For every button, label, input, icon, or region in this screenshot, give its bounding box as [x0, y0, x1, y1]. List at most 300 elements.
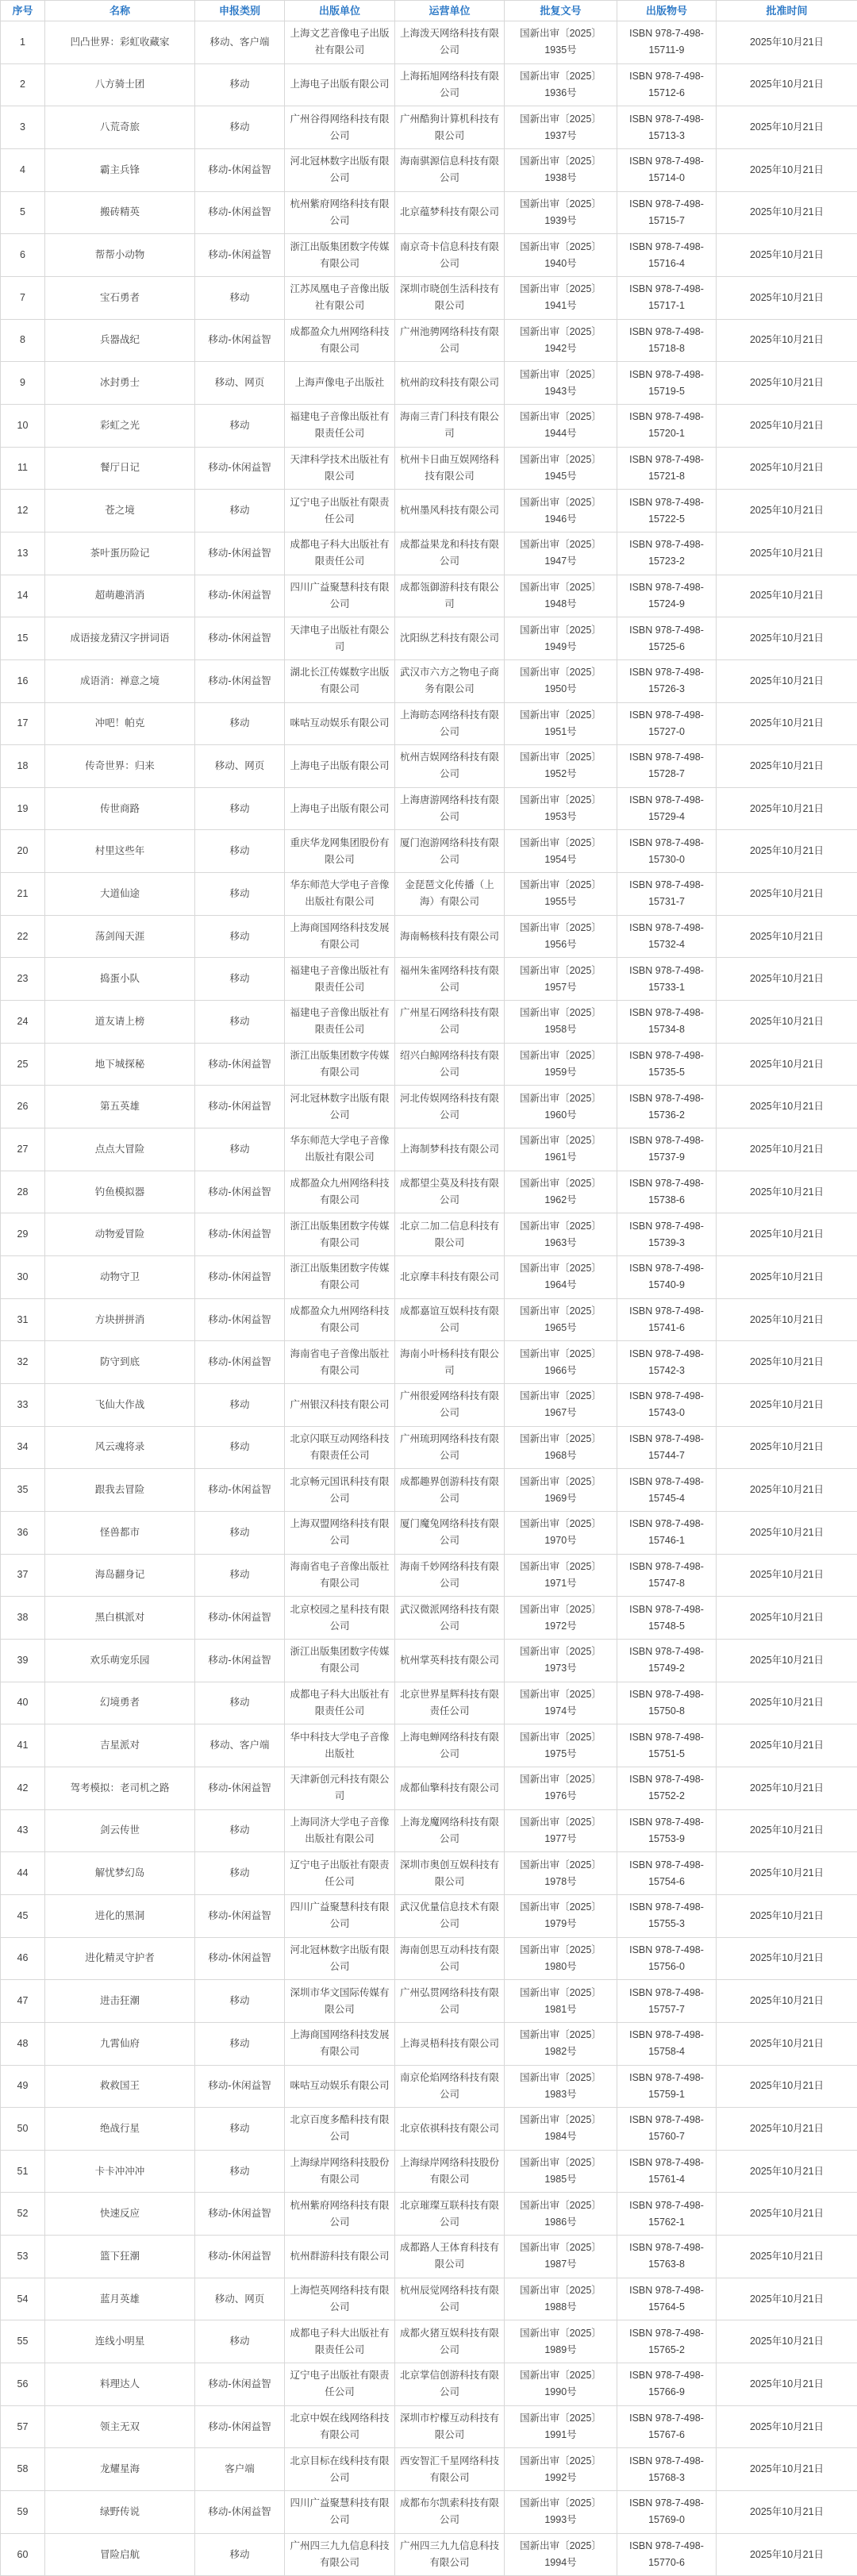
- table-row: [1, 2236, 857, 2278]
- cell-isbn: ISBN 978-7-498-15725-6: [617, 617, 717, 660]
- cell-isbn: ISBN 978-7-498-15718-8: [617, 319, 717, 362]
- cell-category: 移动-休闲益智: [195, 2065, 285, 2108]
- cell-index: 40: [1, 1682, 45, 1724]
- cell-isbn: ISBN 978-7-498-15768-3: [617, 2448, 717, 2491]
- cell-isbn: ISBN 978-7-498-15754-6: [617, 1852, 717, 1895]
- cell-isbn: ISBN 978-7-498-15714-0: [617, 148, 717, 191]
- cell-name: 龙耀星海: [45, 2448, 195, 2491]
- cell-approval-date: 2025年10月21日: [717, 1384, 857, 1427]
- cell-category: 移动: [195, 1384, 285, 1427]
- cell-category: 移动-休闲益智: [195, 1043, 285, 1086]
- cell-name: 第五英雄: [45, 1086, 195, 1128]
- cell-approval-date: 2025年10月21日: [717, 1086, 857, 1128]
- cell-approval-no: 国新出审〔2025〕1988号: [505, 2278, 617, 2320]
- cell-index: 41: [1, 1724, 45, 1767]
- cell-category: 移动-休闲益智: [195, 1639, 285, 1682]
- cell-index: 12: [1, 490, 45, 533]
- cell-isbn: ISBN 978-7-498-15727-0: [617, 702, 717, 745]
- cell-publisher: 成都电子科大出版社有限责任公司: [285, 532, 395, 575]
- cell-operator: 成都路人王体育科技有限公司: [395, 2236, 505, 2278]
- cell-approval-no: 国新出审〔2025〕1980号: [505, 1937, 617, 1980]
- cell-index: 7: [1, 276, 45, 319]
- cell-approval-no: 国新出审〔2025〕1972号: [505, 1597, 617, 1640]
- cell-approval-no: 国新出审〔2025〕1986号: [505, 2193, 617, 2236]
- cell-name: 冒险启航: [45, 2533, 195, 2576]
- table-row: [1, 787, 857, 830]
- table-row: [1, 191, 857, 234]
- table-row: [1, 2448, 857, 2491]
- cell-isbn: ISBN 978-7-498-15712-6: [617, 63, 717, 106]
- cell-category: 移动-休闲益智: [195, 1341, 285, 1384]
- cell-isbn: ISBN 978-7-498-15721-8: [617, 447, 717, 490]
- cell-approval-no: 国新出审〔2025〕1946号: [505, 490, 617, 533]
- cell-approval-date: 2025年10月21日: [717, 787, 857, 830]
- cell-category: 移动、网页: [195, 362, 285, 405]
- column-header-category: 申报类别: [195, 1, 285, 21]
- cell-category: 移动-休闲益智: [195, 319, 285, 362]
- cell-category: 移动: [195, 873, 285, 916]
- table-row: [1, 1937, 857, 1980]
- cell-index: 38: [1, 1597, 45, 1640]
- cell-index: 49: [1, 2065, 45, 2108]
- cell-isbn: ISBN 978-7-498-15724-9: [617, 575, 717, 617]
- cell-name: 搬砖精英: [45, 191, 195, 234]
- cell-isbn: ISBN 978-7-498-15734-8: [617, 1001, 717, 1044]
- cell-index: 18: [1, 745, 45, 788]
- cell-approval-date: 2025年10月21日: [717, 234, 857, 277]
- cell-approval-no: 国新出审〔2025〕1941号: [505, 276, 617, 319]
- cell-operator: 深圳市奥创互娱科技有限公司: [395, 1852, 505, 1895]
- table-row: [1, 830, 857, 873]
- cell-index: 36: [1, 1511, 45, 1554]
- cell-approval-date: 2025年10月21日: [717, 659, 857, 702]
- cell-operator: 海南骐源信息科技有限公司: [395, 148, 505, 191]
- cell-index: 58: [1, 2448, 45, 2491]
- cell-approval-date: 2025年10月21日: [717, 404, 857, 447]
- cell-index: 59: [1, 2491, 45, 2534]
- cell-approval-date: 2025年10月21日: [717, 148, 857, 191]
- cell-approval-no: 国新出审〔2025〕1944号: [505, 404, 617, 447]
- cell-isbn: ISBN 978-7-498-15748-5: [617, 1597, 717, 1640]
- cell-category: 移动-休闲益智: [195, 2405, 285, 2448]
- cell-isbn: ISBN 978-7-498-15743-0: [617, 1384, 717, 1427]
- table-row: [1, 2193, 857, 2236]
- cell-isbn: ISBN 978-7-498-15735-5: [617, 1043, 717, 1086]
- table-row: [1, 1980, 857, 2023]
- cell-index: 35: [1, 1469, 45, 1512]
- table-row: [1, 1256, 857, 1299]
- cell-category: 移动、网页: [195, 2278, 285, 2320]
- cell-category: 移动-休闲益智: [195, 532, 285, 575]
- cell-name: 八方骑士团: [45, 63, 195, 106]
- cell-name: 风云魂将录: [45, 1426, 195, 1469]
- cell-approval-date: 2025年10月21日: [717, 362, 857, 405]
- table-row: [1, 1809, 857, 1852]
- cell-name: 动物爱冒险: [45, 1213, 195, 1256]
- cell-category: 移动: [195, 1554, 285, 1597]
- cell-name: 领主无双: [45, 2405, 195, 2448]
- cell-index: 14: [1, 575, 45, 617]
- column-header-name: 名称: [45, 1, 195, 21]
- cell-approval-no: 国新出审〔2025〕1984号: [505, 2108, 617, 2151]
- cell-approval-no: 国新出审〔2025〕1966号: [505, 1341, 617, 1384]
- cell-approval-date: 2025年10月21日: [717, 532, 857, 575]
- cell-index: 53: [1, 2236, 45, 2278]
- cell-approval-date: 2025年10月21日: [717, 702, 857, 745]
- cell-approval-date: 2025年10月21日: [717, 1256, 857, 1299]
- cell-category: 移动-休闲益智: [195, 1256, 285, 1299]
- cell-name: 霸主兵锋: [45, 148, 195, 191]
- table-row: [1, 362, 857, 405]
- cell-operator: 广州池骋网络科技有限公司: [395, 319, 505, 362]
- cell-approval-no: 国新出审〔2025〕1968号: [505, 1426, 617, 1469]
- table-row: [1, 1597, 857, 1640]
- cell-name: 快速反应: [45, 2193, 195, 2236]
- cell-approval-date: 2025年10月21日: [717, 2533, 857, 2576]
- cell-publisher: 上海声像电子出版社: [285, 362, 395, 405]
- cell-isbn: ISBN 978-7-498-15732-4: [617, 915, 717, 958]
- cell-category: 移动: [195, 63, 285, 106]
- cell-operator: 海南小叶杨科技有限公司: [395, 1341, 505, 1384]
- cell-approval-date: 2025年10月21日: [717, 2065, 857, 2108]
- cell-category: 移动、客户端: [195, 1724, 285, 1767]
- cell-approval-no: 国新出审〔2025〕1936号: [505, 63, 617, 106]
- cell-approval-no: 国新出审〔2025〕1953号: [505, 787, 617, 830]
- cell-isbn: ISBN 978-7-498-15757-7: [617, 1980, 717, 2023]
- cell-operator: 杭州墨风科技有限公司: [395, 490, 505, 533]
- cell-approval-date: 2025年10月21日: [717, 1682, 857, 1724]
- cell-publisher: 成都盈众九州网络科技有限公司: [285, 319, 395, 362]
- cell-operator: 绍兴白鲸网络科技有限公司: [395, 1043, 505, 1086]
- cell-operator: 深圳市晓创生活科技有限公司: [395, 276, 505, 319]
- cell-name: 成语消：禅意之境: [45, 659, 195, 702]
- table-row: [1, 958, 857, 1001]
- cell-approval-no: 国新出审〔2025〕1952号: [505, 745, 617, 788]
- cell-publisher: 海南省电子音像出版社有限公司: [285, 1554, 395, 1597]
- cell-approval-no: 国新出审〔2025〕1987号: [505, 2236, 617, 2278]
- cell-index: 29: [1, 1213, 45, 1256]
- cell-name: 超萌趣消消: [45, 575, 195, 617]
- cell-publisher: 北京闪联互动网络科技有限责任公司: [285, 1426, 395, 1469]
- table-row: [1, 659, 857, 702]
- cell-name: 进化的黑洞: [45, 1894, 195, 1937]
- cell-category: 移动-休闲益智: [195, 447, 285, 490]
- cell-publisher: 北京畅元国讯科技有限公司: [285, 1469, 395, 1512]
- cell-name: 篮下狂潮: [45, 2236, 195, 2278]
- cell-operator: 金琵琶文化传播（上海）有限公司: [395, 873, 505, 916]
- cell-approval-no: 国新出审〔2025〕1943号: [505, 362, 617, 405]
- cell-category: 移动: [195, 1128, 285, 1171]
- cell-category: 移动-休闲益智: [195, 2236, 285, 2278]
- cell-approval-no: 国新出审〔2025〕1978号: [505, 1852, 617, 1895]
- cell-index: 8: [1, 319, 45, 362]
- cell-isbn: ISBN 978-7-498-15731-7: [617, 873, 717, 916]
- cell-category: 移动-休闲益智: [195, 1937, 285, 1980]
- table-row: [1, 2065, 857, 2108]
- cell-operator: 福州朱雀网络科技有限公司: [395, 958, 505, 1001]
- cell-approval-no: 国新出审〔2025〕1970号: [505, 1511, 617, 1554]
- cell-name: 卡卡冲冲冲: [45, 2150, 195, 2193]
- table-row: [1, 1852, 857, 1895]
- cell-approval-date: 2025年10月21日: [717, 1043, 857, 1086]
- cell-approval-date: 2025年10月21日: [717, 873, 857, 916]
- cell-approval-date: 2025年10月21日: [717, 191, 857, 234]
- cell-isbn: ISBN 978-7-498-15760-7: [617, 2108, 717, 2151]
- cell-name: 欢乐萌宠乐园: [45, 1639, 195, 1682]
- cell-approval-date: 2025年10月21日: [717, 1426, 857, 1469]
- cell-approval-no: 国新出审〔2025〕1979号: [505, 1894, 617, 1937]
- cell-category: 移动: [195, 1511, 285, 1554]
- cell-name: 怪兽都市: [45, 1511, 195, 1554]
- cell-approval-no: 国新出审〔2025〕1969号: [505, 1469, 617, 1512]
- cell-name: 解忧梦幻岛: [45, 1852, 195, 1895]
- table-row: [1, 21, 857, 64]
- cell-approval-no: 国新出审〔2025〕1956号: [505, 915, 617, 958]
- cell-approval-no: 国新出审〔2025〕1949号: [505, 617, 617, 660]
- cell-isbn: ISBN 978-7-498-15767-6: [617, 2405, 717, 2448]
- cell-publisher: 华东师范大学电子音像出版社有限公司: [285, 1128, 395, 1171]
- cell-name: 方块拼拼消: [45, 1298, 195, 1341]
- cell-isbn: ISBN 978-7-498-15711-9: [617, 21, 717, 64]
- cell-category: 移动: [195, 2533, 285, 2576]
- cell-name: 海岛翻身记: [45, 1554, 195, 1597]
- table-row: [1, 2363, 857, 2406]
- cell-isbn: ISBN 978-7-498-15752-2: [617, 1767, 717, 1809]
- cell-category: 移动-休闲益智: [195, 148, 285, 191]
- cell-approval-no: 国新出审〔2025〕1940号: [505, 234, 617, 277]
- table-row: [1, 745, 857, 788]
- cell-name: 吉星派对: [45, 1724, 195, 1767]
- cell-publisher: 上海恺英网络科技有限公司: [285, 2278, 395, 2320]
- table-row: [1, 2320, 857, 2363]
- cell-name: 凹凸世界：彩虹收藏家: [45, 21, 195, 64]
- cell-publisher: 成都盈众九州网络科技有限公司: [285, 1171, 395, 1213]
- table-row: [1, 2278, 857, 2320]
- table-row: [1, 915, 857, 958]
- cell-isbn: ISBN 978-7-498-15722-5: [617, 490, 717, 533]
- table-row: [1, 532, 857, 575]
- cell-publisher: 广州银汉科技有限公司: [285, 1384, 395, 1427]
- cell-publisher: 湖北长江传媒数字出版有限公司: [285, 659, 395, 702]
- cell-category: 移动: [195, 2108, 285, 2151]
- table-row: [1, 1426, 857, 1469]
- cell-publisher: 辽宁电子出版社有限责任公司: [285, 490, 395, 533]
- cell-publisher: 四川广益聚慧科技有限公司: [285, 575, 395, 617]
- cell-name: 成语接龙猜汉字拼词语: [45, 617, 195, 660]
- table-row: [1, 1767, 857, 1809]
- table-row: [1, 447, 857, 490]
- cell-operator: 成都火猪互娱科技有限公司: [395, 2320, 505, 2363]
- cell-name: 黑白棋派对: [45, 1597, 195, 1640]
- cell-publisher: 上海同济大学电子音像出版社有限公司: [285, 1809, 395, 1852]
- table-row: [1, 617, 857, 660]
- cell-operator: 南京伦焰网络科技有限公司: [395, 2065, 505, 2108]
- cell-index: 17: [1, 702, 45, 745]
- cell-name: 餐厅日记: [45, 447, 195, 490]
- cell-name: 料理达人: [45, 2363, 195, 2406]
- cell-index: 4: [1, 148, 45, 191]
- header-row: [1, 1, 857, 21]
- cell-operator: 海南创思互动科技有限公司: [395, 1937, 505, 1980]
- cell-name: 冲吧！帕克: [45, 702, 195, 745]
- cell-index: 3: [1, 106, 45, 149]
- cell-operator: 上海拓旭网络科技有限公司: [395, 63, 505, 106]
- cell-operator: 海南三青门科技有限公司: [395, 404, 505, 447]
- cell-approval-no: 国新出审〔2025〕1945号: [505, 447, 617, 490]
- cell-operator: 北京摩丰科技有限公司: [395, 1256, 505, 1299]
- cell-operator: 成都布尔凯索科技有限公司: [395, 2491, 505, 2534]
- cell-publisher: 杭州紫府网络科技有限公司: [285, 2193, 395, 2236]
- cell-index: 26: [1, 1086, 45, 1128]
- cell-name: 八荒奇旅: [45, 106, 195, 149]
- cell-index: 30: [1, 1256, 45, 1299]
- cell-approval-date: 2025年10月21日: [717, 1767, 857, 1809]
- table-row: [1, 1469, 857, 1512]
- cell-approval-date: 2025年10月21日: [717, 21, 857, 64]
- cell-index: 5: [1, 191, 45, 234]
- cell-approval-date: 2025年10月21日: [717, 106, 857, 149]
- column-header-publisher: 出版单位: [285, 1, 395, 21]
- cell-name: 帮帮小动物: [45, 234, 195, 277]
- cell-isbn: ISBN 978-7-498-15728-7: [617, 745, 717, 788]
- cell-isbn: ISBN 978-7-498-15756-0: [617, 1937, 717, 1980]
- cell-operator: 上海昉态网络科技有限公司: [395, 702, 505, 745]
- cell-publisher: 重庆华龙网集团股份有限公司: [285, 830, 395, 873]
- cell-operator: 成都趣界创游科技有限公司: [395, 1469, 505, 1512]
- table-row: [1, 1682, 857, 1724]
- cell-name: 彩虹之光: [45, 404, 195, 447]
- cell-name: 点点大冒险: [45, 1128, 195, 1171]
- cell-approval-no: 国新出审〔2025〕1977号: [505, 1809, 617, 1852]
- cell-approval-date: 2025年10月21日: [717, 1171, 857, 1213]
- cell-operator: 武汉市六方之物电子商务有限公司: [395, 659, 505, 702]
- cell-approval-no: 国新出审〔2025〕1974号: [505, 1682, 617, 1724]
- cell-category: 移动-休闲益智: [195, 191, 285, 234]
- cell-publisher: 北京百度多酷科技有限公司: [285, 2108, 395, 2151]
- cell-operator: 成都嘉谊互娱科技有限公司: [395, 1298, 505, 1341]
- cell-approval-date: 2025年10月21日: [717, 745, 857, 788]
- cell-index: 56: [1, 2363, 45, 2406]
- cell-operator: 上海制梦科技有限公司: [395, 1128, 505, 1171]
- table-row: [1, 319, 857, 362]
- cell-operator: 北京二加二信息科技有限公司: [395, 1213, 505, 1256]
- cell-index: 25: [1, 1043, 45, 1086]
- cell-operator: 厦门泡游网络科技有限公司: [395, 830, 505, 873]
- cell-operator: 广州酷狗计算机科技有限公司: [395, 106, 505, 149]
- cell-category: 移动: [195, 702, 285, 745]
- cell-index: 10: [1, 404, 45, 447]
- cell-category: 移动: [195, 1980, 285, 2023]
- cell-publisher: 天津科学技术出版社有限公司: [285, 447, 395, 490]
- cell-name: 道友请上榜: [45, 1001, 195, 1044]
- cell-category: 移动-休闲益智: [195, 1171, 285, 1213]
- cell-approval-no: 国新出审〔2025〕1959号: [505, 1043, 617, 1086]
- cell-index: 20: [1, 830, 45, 873]
- cell-publisher: 华东师范大学电子音像出版社有限公司: [285, 873, 395, 916]
- cell-approval-no: 国新出审〔2025〕1954号: [505, 830, 617, 873]
- cell-name: 剑云传世: [45, 1809, 195, 1852]
- cell-operator: 广州弘贯网络科技有限公司: [395, 1980, 505, 2023]
- cell-index: 57: [1, 2405, 45, 2448]
- cell-category: 移动-休闲益智: [195, 2363, 285, 2406]
- cell-approval-date: 2025年10月21日: [717, 2363, 857, 2406]
- cell-operator: 上海泼天网络科技有限公司: [395, 21, 505, 64]
- cell-publisher: 成都盈众九州网络科技有限公司: [285, 1298, 395, 1341]
- cell-category: 移动-休闲益智: [195, 575, 285, 617]
- cell-index: 51: [1, 2150, 45, 2193]
- cell-category: 移动: [195, 404, 285, 447]
- table-row: [1, 1511, 857, 1554]
- cell-publisher: 河北冠林数字出版有限公司: [285, 1937, 395, 1980]
- cell-isbn: ISBN 978-7-498-15741-6: [617, 1298, 717, 1341]
- cell-publisher: 北京目标在线科技有限公司: [285, 2448, 395, 2491]
- table-row: [1, 2405, 857, 2448]
- cell-approval-no: 国新出审〔2025〕1991号: [505, 2405, 617, 2448]
- table-row: [1, 106, 857, 149]
- cell-isbn: ISBN 978-7-498-15763-8: [617, 2236, 717, 2278]
- cell-approval-no: 国新出审〔2025〕1951号: [505, 702, 617, 745]
- cell-category: 移动: [195, 106, 285, 149]
- cell-category: 移动-休闲益智: [195, 659, 285, 702]
- cell-approval-date: 2025年10月21日: [717, 958, 857, 1001]
- cell-operator: 成都益果龙和科技有限公司: [395, 532, 505, 575]
- cell-approval-date: 2025年10月21日: [717, 2193, 857, 2236]
- cell-category: 移动-休闲益智: [195, 1086, 285, 1128]
- cell-publisher: 深圳市华文国际传媒有限公司: [285, 1980, 395, 2023]
- cell-publisher: 浙江出版集团数字传媒有限公司: [285, 1043, 395, 1086]
- cell-operator: 海南千妙网络科技有限公司: [395, 1554, 505, 1597]
- cell-operator: 北京世界星辉科技有限责任公司: [395, 1682, 505, 1724]
- cell-index: 6: [1, 234, 45, 277]
- cell-isbn: ISBN 978-7-498-15765-2: [617, 2320, 717, 2363]
- cell-category: 移动: [195, 915, 285, 958]
- cell-publisher: 辽宁电子出版社有限责任公司: [285, 2363, 395, 2406]
- cell-approval-date: 2025年10月21日: [717, 1511, 857, 1554]
- cell-index: 54: [1, 2278, 45, 2320]
- table-row: [1, 234, 857, 277]
- cell-operator: 河北传娱网络科技有限公司: [395, 1086, 505, 1128]
- cell-index: 9: [1, 362, 45, 405]
- cell-category: 移动: [195, 1852, 285, 1895]
- cell-publisher: 上海电子出版有限公司: [285, 787, 395, 830]
- cell-index: 37: [1, 1554, 45, 1597]
- cell-category: 移动-休闲益智: [195, 1597, 285, 1640]
- cell-name: 苍之境: [45, 490, 195, 533]
- cell-name: 大道仙途: [45, 873, 195, 916]
- cell-isbn: ISBN 978-7-498-15730-0: [617, 830, 717, 873]
- table-row: [1, 2491, 857, 2534]
- cell-name: 驾考模拟：老司机之路: [45, 1767, 195, 1809]
- cell-index: 48: [1, 2022, 45, 2065]
- table-row: [1, 490, 857, 533]
- cell-index: 2: [1, 63, 45, 106]
- table-row: [1, 1894, 857, 1937]
- cell-isbn: ISBN 978-7-498-15749-2: [617, 1639, 717, 1682]
- cell-approval-date: 2025年10月21日: [717, 575, 857, 617]
- table-row: [1, 1001, 857, 1044]
- cell-operator: 北京依祺科技有限公司: [395, 2108, 505, 2151]
- cell-name: 地下城探秘: [45, 1043, 195, 1086]
- table-row: [1, 2108, 857, 2151]
- cell-operator: 上海龙魔网络科技有限公司: [395, 1809, 505, 1852]
- cell-approval-no: 国新出审〔2025〕1971号: [505, 1554, 617, 1597]
- cell-approval-date: 2025年10月21日: [717, 276, 857, 319]
- table-row: [1, 1171, 857, 1213]
- cell-publisher: 杭州紫府网络科技有限公司: [285, 191, 395, 234]
- cell-publisher: 华中科技大学电子音像出版社: [285, 1724, 395, 1767]
- cell-publisher: 北京中娱在线网络科技有限公司: [285, 2405, 395, 2448]
- cell-name: 幻境勇者: [45, 1682, 195, 1724]
